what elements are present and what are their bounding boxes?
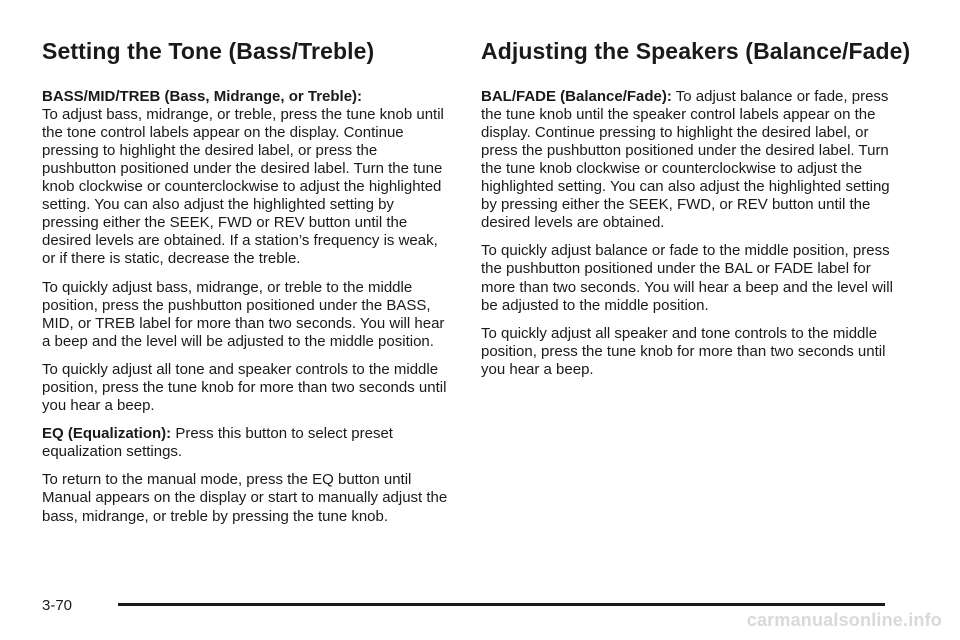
page-number: 3-70 (42, 597, 73, 614)
eq-paragraph (42, 425, 452, 461)
site-watermark: carmanualsonline.info (746, 610, 942, 630)
tone-reset-all-paragraph: To quickly adjust all tone and speaker controls to the middle position, press the tune knob for more than two seconds until you hear a beep. (42, 360, 447, 415)
tone-section-heading: Setting the Tone (Bass/Treble) (42, 38, 375, 64)
bass-mid-treb-label: BASS/MID/TREB (Bass, Midrange, or Treble): (42, 87, 363, 105)
speaker-reset-all-paragraph: To quickly adjust all speaker and tone controls to the middle position, press the tune knob for more than two seconds until you hear a beep. (481, 324, 886, 378)
bal-fade-paragraph (481, 88, 893, 233)
left-column (42, 38, 452, 536)
footer-divider (118, 603, 885, 606)
bal-fade-label: BAL/FADE (Balance/Fade): (481, 87, 672, 105)
speaker-section-heading: Adjusting the Speakers (Balance/Fade) (481, 38, 911, 64)
bass-mid-treb-text: To adjust bass, midrange, or treble, press the tune knob until the tone control labels appear on the display. Continue pressing to highlight the desired label, or press the pushbutton positioned under the desired label. Turn the tune knob clockwise or counterclockwise to adjust the highlighted setting. You can also adjust the highlighted setting by pressing either the SEEK, FWD or REV button until the desired levels are obtained. If a station’s frequency is weak, or if there is static, decrease the treble. (42, 105, 444, 268)
eq-text: Press this button to select preset equalization settings. (42, 425, 393, 461)
speaker-middle-position-paragraph: To quickly adjust balance or fade to the middle position, press the pushbutton positioned under the BAL or FADE label for more than two seconds. You will hear a beep and the level will be adjusted to the middle position. (481, 242, 893, 314)
bal-fade-text: To adjust balance or fade, press the tune knob until the speaker control labels appear on the display. Continue pressing to highlight the desired label, or press the pushbutton positioned under the desired label. Turn the tune knob clockwise or counterclockwise to adjust the highlighted setting. You can also adjust the highlighted setting by pressing either the SEEK, FWD, or REV button until the desired levels are obtained. (481, 87, 890, 232)
eq-label: EQ (Equalization): (42, 425, 172, 443)
manual-mode-paragraph: To return to the manual mode, press the EQ button until Manual appears on the display or start to manually adjust the bass, midrange, or treble by pressing the tune knob. (42, 471, 448, 525)
right-column (481, 38, 911, 389)
bass-mid-treb-paragraph (42, 88, 452, 269)
tone-middle-position-paragraph: To quickly adjust bass, midrange, or treble to the middle position, press the pushbutton positioned under the BASS, MID, or TREB label for more than two seconds. You will hear a beep and the level will be adjusted to the middle position. (42, 278, 445, 350)
